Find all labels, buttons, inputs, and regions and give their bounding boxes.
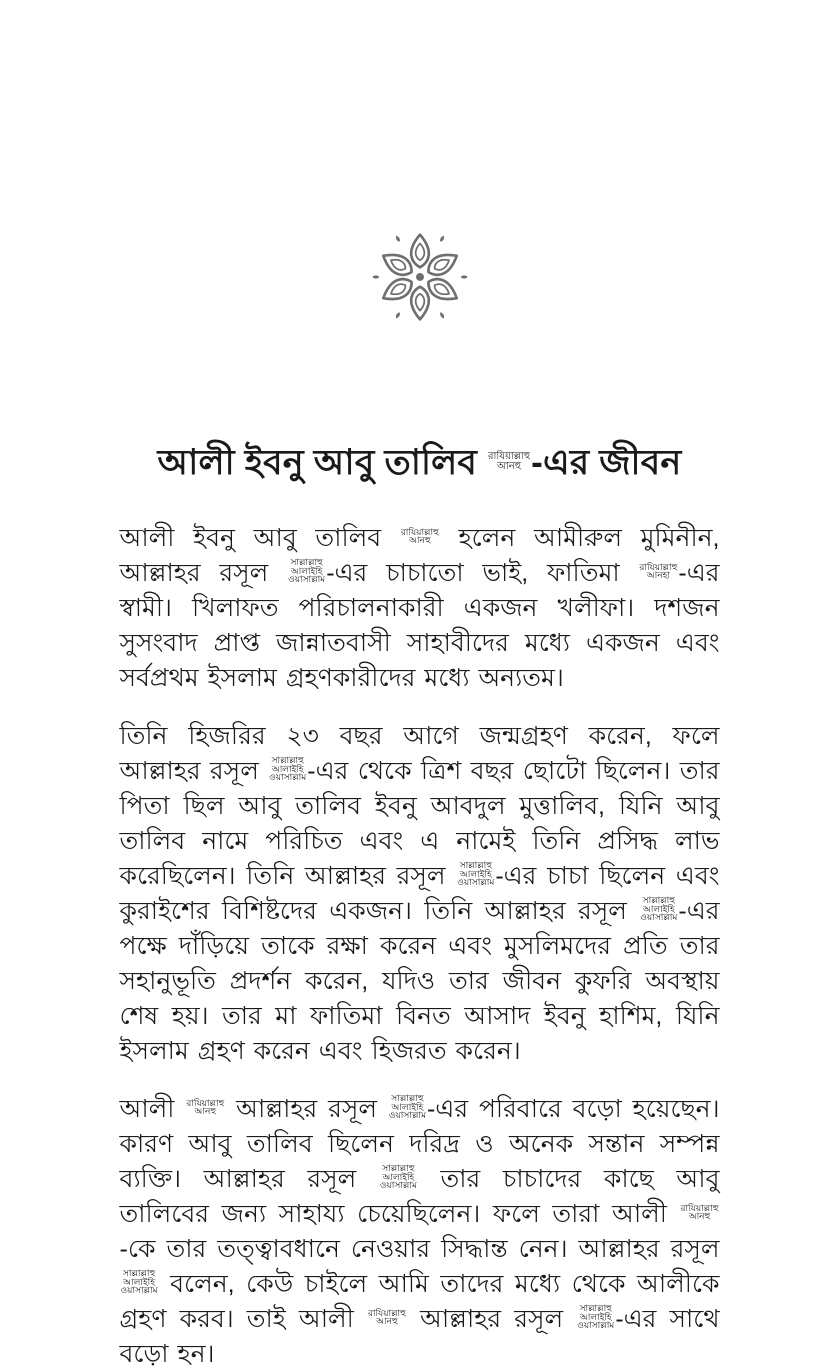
honorific-stamp-ra_anhu: রাযিয়াল্লাহু আনহু [367,1307,406,1327]
honorific-stamp-ra_anhu: রাযিয়াল্লাহু আনহু [487,451,531,472]
ornament-container [0,0,839,330]
honorific-stamp-saw: সাল্লাল্লাহু আলাইহি ওয়াসাল্লাম [120,1268,158,1296]
floral-ornament-icon [367,224,473,330]
honorific-stamp-ra_anhu: রাযিয়াল্লাহু আনহু [400,526,439,546]
honorific-stamp-saw: সাল্লাল্লাহু আলাইহি ওয়াসাল্লাম [640,895,678,923]
honorific-stamp-saw: সাল্লাল্লাহু আলাইহি ওয়াসাল্লাম [577,1303,615,1331]
body-text [120,521,720,1372]
honorific-stamp-ra_anhu: রাযিয়াল্লাহু আনহু [186,1097,225,1117]
body-paragraph: আলী রাযিয়াল্লাহু আনহু আল্লাহর রসূল সাল্লাল্লাহু আলাইহি ওয়াসাল্লাম -এর পরিবারে বড়ো হয়েছেন। কারণ আবু তালিব ছিলেন দরিদ্র ও অনেক সন্তান সম্পন্ন ব্যক্তি। আল্লাহর রসূল সাল্লাল্লাহু আলাইহি ওয়াসাল্লাম তার চাচাদের কাছে আবু তালিবের জন্য সাহায্য চেয়েছিলেন। ফলে তারা আলী রাযিয়াল্লাহু আনহু -কে তার তত্ত্বাবধানে নেওয়ার সিদ্ধান্ত নেন। আল্লাহর রসূল সাল্লাল্লাহু আলাইহি ওয়াসাল্লাম বলেন, কেউ চাইলে আমি তাদের মধ্যে থেকে আলীকে গ্রহণ করব। তাই আলী রাযিয়াল্লাহু আনহু আল্লাহর রসূল সাল্লাল্লাহু আলাইহি ওয়াসাল্লাম -এর সাথে বড়ো হন। [119,1093,720,1368]
honorific-stamp-saw: সাল্লাল্লাহু আলাইহি ওয়াসাল্লাম [379,1163,417,1191]
honorific-stamp-saw: সাল্লাল্লাহু আলাইহি ওয়াসাল্লাম [269,755,307,783]
page-title: আলী ইবনু আবু তালিব রাযিয়াল্লাহু আনহু -এর জীবন [157,443,682,482]
honorific-stamp-saw: সাল্লাল্লাহু আলাইহি ওয়াসাল্লাম [288,557,326,585]
honorific-stamp-ra_anhu: রাযিয়াল্লাহু আনহু [680,1202,719,1222]
body-paragraph: তিনি হিজরির ২৩ বছর আগে জন্মগ্রহণ করেন, ফলে আল্লাহর রসূল সাল্লাল্লাহু আলাইহি ওয়াসাল্লাম -এর থেকে ত্রিশ বছর ছোটো ছিলেন। তার পিতা ছিল আবু তালিব ইবনু আবদুল মুত্তালিব, যিনি আবু তালিব নামে পরিচিত এবং এ নামেই তিনি প্রসিদ্ধ লাভ করেছিলেন। তিনি আল্লাহর রসূল সাল্লাল্লাহু আলাইহি ওয়াসাল্লাম -এর চাচা ছিলেন এবং কুরাইশের বিশিষ্টদের একজন। তিনি আল্লাহর রসূল সাল্লাল্লাহু আলাইহি ওয়াসাল্লাম -এর পক্ষে দাঁড়িয়ে তাকে রক্ষা করেন এবং মুসলিমদের প্রতি তার সহানুভূতি প্রদর্শন করেন, যদিও তার জীবন কুফরি অবস্থায় শেষ হয়। তার মা ফাতিমা বিনত আসাদ ইবনু হাশিম, যিনি ইসলাম গ্রহণ করেন এবং হিজরত করেন। [119,721,720,1065]
honorific-stamp-ra_anha: রাযিয়াল্লাহু আনহা [639,561,678,581]
honorific-stamp-saw: সাল্লাল্লাহু আলাইহি ওয়াসাল্লাম [388,1093,426,1121]
honorific-stamp-saw: সাল্লাল্লাহু আলাইহি ওয়াসাল্লাম [457,860,495,888]
body-paragraph: আলী ইবনু আবু তালিব রাযিয়াল্লাহু আনহু হলেন আমীরুল মুমিনীন, আল্লাহর রসূল সাল্লাল্লাহু আলাইহি ওয়াসাল্লাম -এর চাচাতো ভাই, ফাতিমা রাযিয়াল্লাহু আনহা -এর স্বামী। খিলাফত পরিচালনাকারী একজন খলীফা। দশজন সুসংবাদ প্রাপ্ত জান্নাতবাসী সাহাবীদের মধ্যে একজন এবং সর্বপ্রথম ইসলাম গ্রহণকারীদের মধ্যে অন্যতম। [119,523,720,692]
